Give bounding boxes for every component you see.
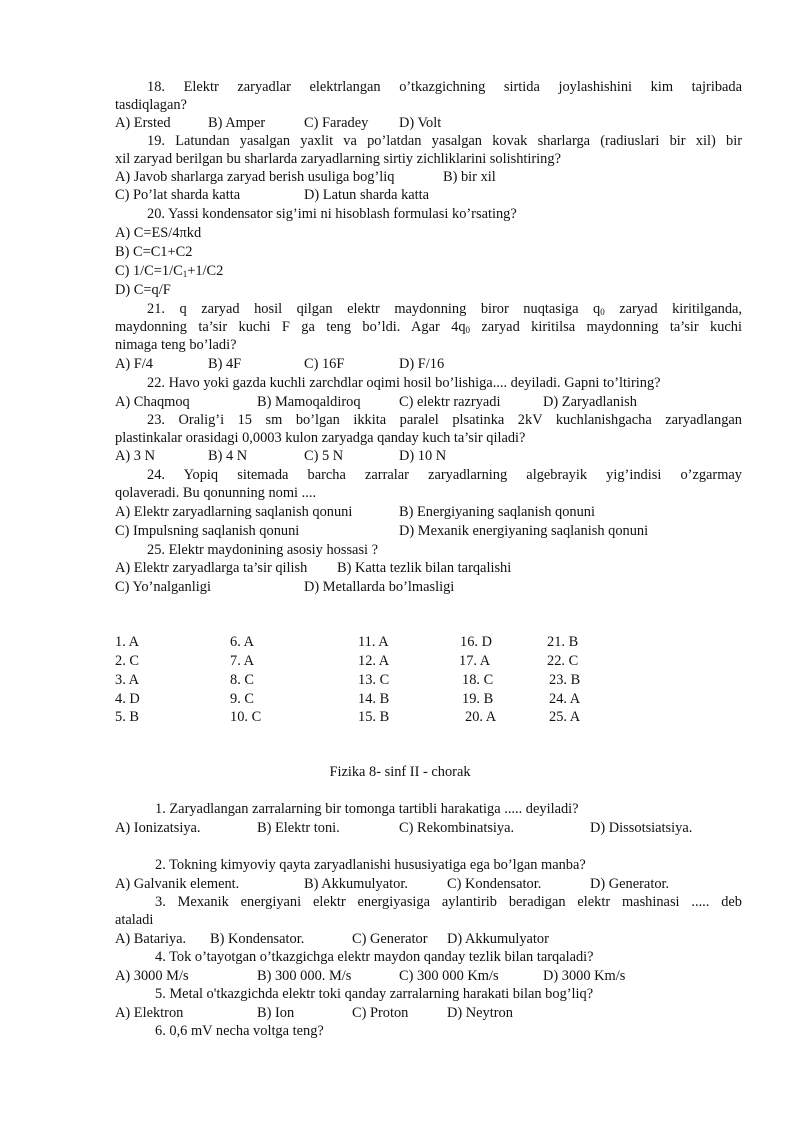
part2-q4-option-d: D) 3000 Km/s [543, 968, 626, 984]
part2-q5-option-a: A) Elektron [115, 1005, 184, 1021]
q23-option-a: A) 3 N [115, 448, 155, 464]
question-21: 21. q zaryad hosil qilgan elektr maydonning biror nuqtasiga $q_0$ zaryad kiritilganda, [147, 301, 743, 317]
part2-q1-option-b: B) Elektr toni. [257, 820, 340, 836]
answer-key-item: 2. C [115, 653, 139, 669]
part2-question-5: 5. Metal o'tkazgichda elektr toki qanday zarralarning harakati bilan bog’liq? [155, 986, 594, 1002]
part2-question-1: 1. Zaryadlangan zarralarning bir tomonga tartibli harakatiga ..... deyiladi? [155, 801, 579, 817]
part2-q4-option-c: C) 300 000 Km/s [399, 968, 499, 984]
answer-key-item: 13. C [358, 672, 390, 688]
question-20: 20. Yassi kondensator sig’imi ni hisoblash formulasi ko’rsating? [147, 206, 517, 222]
question-19-cont: xil zaryad berilgan bu sharlarda zaryadlarning sirtiy zichliklarini solishtiring? [115, 151, 561, 167]
part2-q5-option-b: B) Ion [257, 1005, 295, 1021]
question-24-cont: qolaveradi. Bu qonunning nomi .... [115, 485, 317, 501]
q23-option-d: D) 10 N [399, 448, 447, 464]
q18-option-b: B) Amper [208, 115, 266, 131]
part2-q2-option-d: D) Generator. [590, 876, 670, 892]
answer-key-item: 21. B [547, 634, 579, 650]
question-24: 24. Yopiq sitemada barcha zarralar zaryadlarning algebrayik yig’indisi o’zgarmay [147, 467, 742, 483]
q18-option-d: D) Volt [399, 115, 442, 131]
q21-option-c: C) 16F [304, 356, 345, 372]
q22-option-a: A) Chaqmoq [115, 394, 190, 410]
q24-option-d: D) Mexanik energiyaning saqlanish qonuni [399, 523, 649, 539]
q19-option-b: B) bir xil [443, 169, 496, 185]
question-21-cont: maydonning ta’sir kuchi F ga teng bo’ldi. Agar $4q_0$ zaryad kiritilsa maydonning ta’sir kuchi [115, 319, 742, 335]
answer-key-item: 5. B [115, 709, 139, 725]
question-25: 25. Elektr maydonining asosiy hossasi ? [147, 542, 379, 558]
answer-key-item: 23. B [549, 672, 581, 688]
part2-q4-option-a: A) 3000 M/s [115, 968, 189, 984]
question-18: 18. Elektr zaryadlar elektrlangan o’tkazgichning sirtida joylashishini kim tajribada [147, 79, 742, 95]
part2-q1-option-d: D) Dissotsiatsiya. [590, 820, 693, 836]
q19-option-d: D) Latun sharda katta [304, 187, 430, 203]
part2-q3-option-d: D) Akkumulyator [447, 931, 549, 947]
answer-key-item: 9. C [230, 691, 254, 707]
answer-key-item: 4. D [115, 691, 140, 707]
q21-option-a: A) F/4 [115, 356, 153, 372]
part2-q5-option-d: D) Neytron [447, 1005, 513, 1021]
answer-key-item: 16. D [460, 634, 492, 650]
q20-option-c: C) $1/C=1/C_1+1/C2$ [115, 263, 224, 279]
q20-option-b: B) C=C1+C2 [115, 244, 193, 260]
answer-key-item: 10. C [230, 709, 262, 725]
answer-key-item: 18. C [462, 672, 494, 688]
q21-option-b: B) 4F [208, 356, 242, 372]
part2-question-2: 2. Tokning kimyoviy qayta zaryadlanishi hususiyatiga ega bo’lgan manba? [155, 857, 586, 873]
part2-question-3-cont: ataladi [115, 912, 154, 928]
q18-option-c: C) Faradey [304, 115, 369, 131]
part2-q3-option-b: B) Kondensator. [210, 931, 305, 947]
q21-option-d: D) F/16 [399, 356, 445, 372]
q22-option-c: C) elektr razryadi [399, 394, 501, 410]
q18-option-a: A) Ersted [115, 115, 171, 131]
answer-key-item: 19. B [462, 691, 494, 707]
q25-option-c: C) Yo’nalganligi [115, 579, 211, 595]
question-19: 19. Latundan yasalgan yaxlit va po’latdan yasalgan kovak sharlarga (radiuslari bir xil) bir [147, 133, 742, 149]
question-21-cont2: nimaga teng bo’ladi? [115, 337, 237, 353]
answer-key-item: 14. B [358, 691, 390, 707]
q25-option-b: B) Katta tezlik bilan tarqalishi [337, 560, 512, 576]
answer-key-item: 11. A [358, 634, 389, 650]
q25-option-a: A) Elektr zaryadlarga ta’sir qilish [115, 560, 308, 576]
q19-option-c: C) Po’lat sharda katta [115, 187, 241, 203]
answer-key-item: 25. A [549, 709, 581, 725]
q23-option-c: C) 5 N [304, 448, 344, 464]
q23-option-b: B) 4 N [208, 448, 248, 464]
answer-key-item: 3. A [115, 672, 139, 688]
part2-q1-option-a: A) Ionizatsiya. [115, 820, 201, 836]
q25-option-d: D) Metallarda bo’lmasligi [304, 579, 455, 595]
q24-option-a: A) Elektr zaryadlarning saqlanish qonuni [115, 504, 353, 520]
q19-option-a: A) Javob sharlarga zaryad berish usuliga bog’liq [115, 169, 395, 185]
part2-q2-option-c: C) Kondensator. [447, 876, 542, 892]
question-18-cont: tasdiqlagan? [115, 97, 187, 113]
part2-q5-option-c: C) Proton [352, 1005, 409, 1021]
q24-option-c: C) Impulsning saqlanish qonuni [115, 523, 300, 539]
part2-q4-option-b: B) 300 000. M/s [257, 968, 352, 984]
question-23-cont: plastinkalar orasidagi 0,0003 kulon zaryadga qanday kuch ta’sir qiladi? [115, 430, 526, 446]
answer-key-item: 17. A [459, 653, 491, 669]
part2-question-4: 4. Tok o’tayotgan o’tkazgichga elektr maydon qanday tezlik bilan tarqaladi? [155, 949, 594, 965]
part2-question-6: 6. 0,6 mV necha voltga teng? [155, 1023, 324, 1039]
part2-q2-option-b: B) Akkumulyator. [304, 876, 408, 892]
q20-option-a: A) C=ES/4πkd [115, 225, 202, 241]
answer-key-item: 24. A [549, 691, 581, 707]
q24-option-b: B) Energiyaning saqlanish qonuni [399, 504, 595, 520]
answer-key-item: 7. A [230, 653, 254, 669]
answer-key-item: 22. C [547, 653, 579, 669]
part2-q3-option-a: A) Batariya. [115, 931, 187, 947]
answer-key-item: 1. A [115, 634, 139, 650]
part2-question-3: 3. Mexanik energiyani elektr energiyasiga aylantirib beradigan elektr mashinasi ..... deb [155, 894, 742, 910]
answer-key-item: 20. A [465, 709, 497, 725]
q22-option-d: D) Zaryadlanish [543, 394, 637, 410]
q20-option-d: D) C=q/F [115, 282, 171, 298]
answer-key-item: 6. A [230, 634, 254, 650]
answer-key-item: 12. A [358, 653, 390, 669]
answer-key-item: 8. C [230, 672, 254, 688]
answer-key-item: 15. B [358, 709, 390, 725]
question-23: 23. Oralig’i 15 sm bo’lgan ikkita paralel plsatinka 2kV kuchlanishgacha zaryadlangan [147, 412, 742, 428]
part2-q1-option-c: C) Rekombinatsiya. [399, 820, 515, 836]
part2-q3-option-c: C) Generator [352, 931, 428, 947]
part2-q2-option-a: A) Galvanik element. [115, 876, 240, 892]
question-22: 22. Havo yoki gazda kuchli zarchdlar oqimi hosil bo’lishiga.... deyiladi. Gapni to’ltiring? [147, 375, 661, 391]
q22-option-b: B) Mamoqaldiroq [257, 394, 361, 410]
section-title: Fizika 8- sinf II - chorak [329, 764, 471, 780]
